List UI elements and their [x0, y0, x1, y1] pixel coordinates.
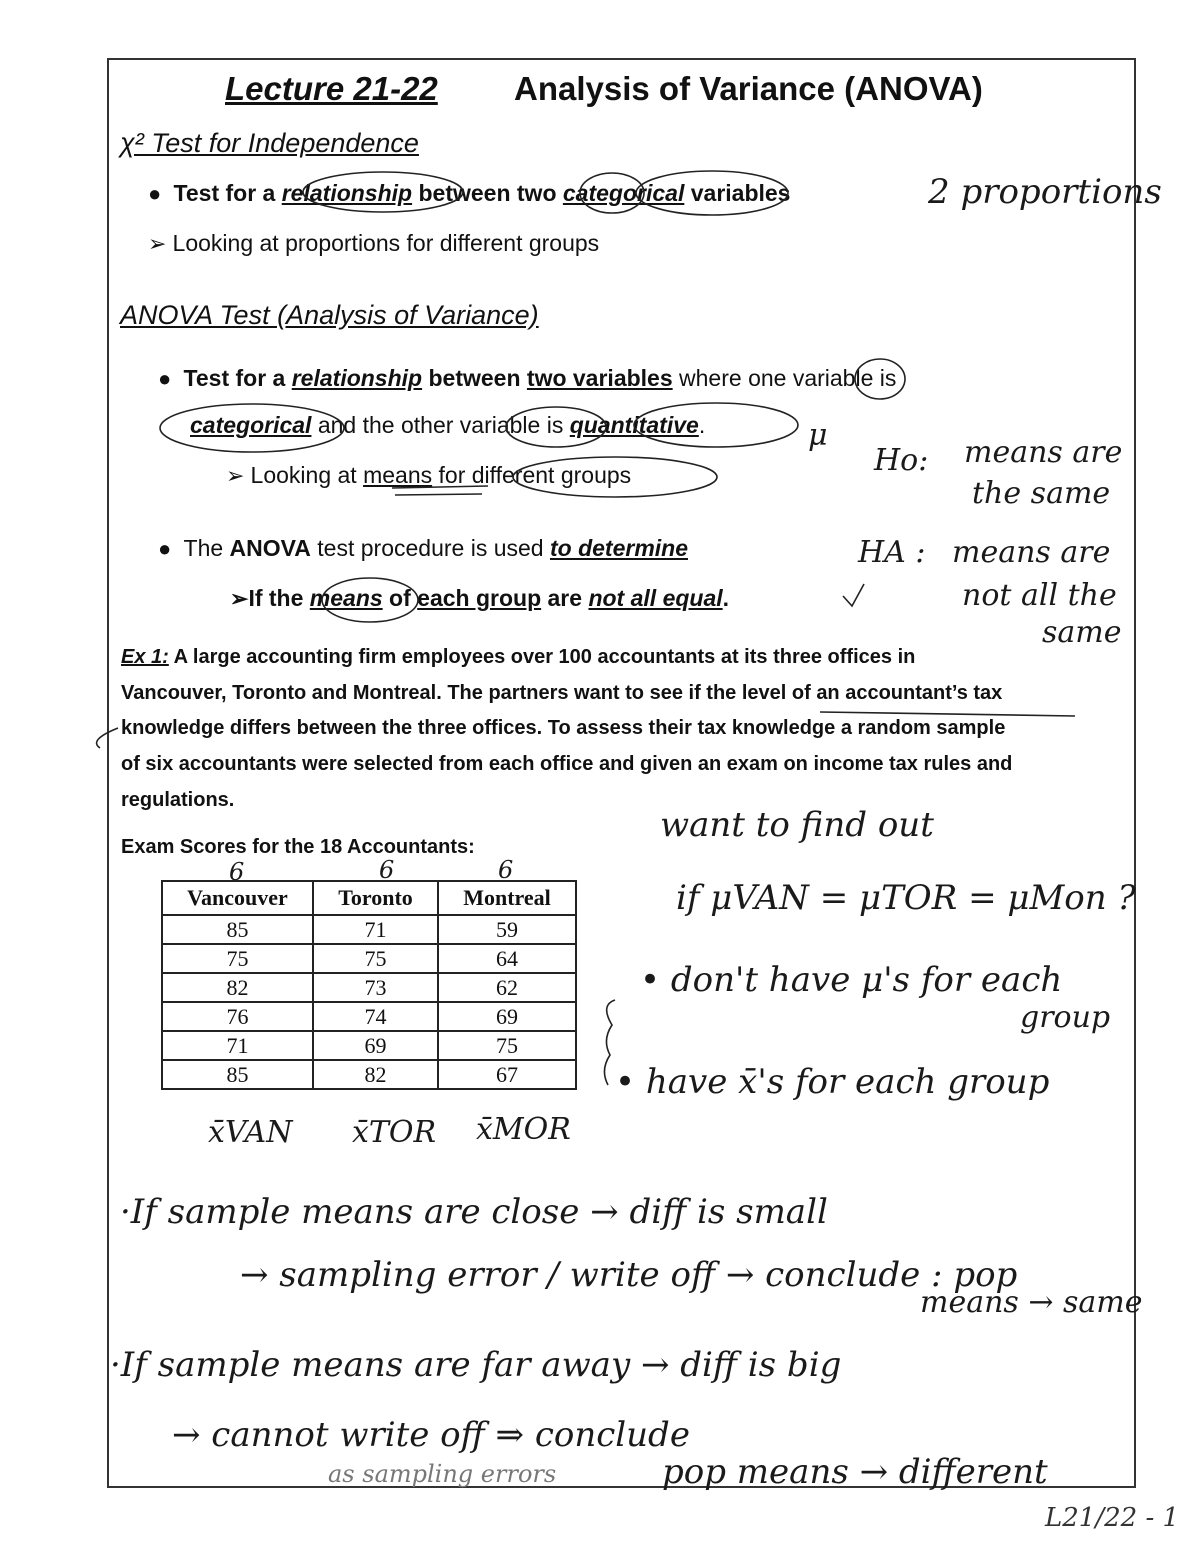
anova-bullet-1-line-1 — [158, 365, 896, 392]
chi-bullet-categorical: categorical — [562, 180, 685, 206]
chi-bullet-relationship: relationship — [281, 180, 413, 206]
hand-want-2: if μVAN = μTOR = μMon ? — [676, 878, 1136, 918]
chi-bullet-mid: between two — [412, 180, 563, 206]
anova-b1-a: Test for a — [183, 365, 292, 391]
bullet-dot: ● — [158, 536, 184, 561]
chi-bullet — [148, 180, 790, 207]
hand-want-1: want to find out — [660, 805, 934, 845]
table-cell: 82 — [162, 973, 313, 1002]
arrow-bullet-icon: ➢ — [148, 231, 173, 256]
arrow-bullet-icon: ➢ — [230, 586, 249, 611]
col-header-toronto: Toronto — [313, 881, 438, 915]
anova-sub1-means: means — [363, 462, 433, 488]
anova-sub-1 — [226, 462, 631, 489]
table-row — [162, 1031, 576, 1060]
hand-xbar-van: x̄VAN — [208, 1115, 293, 1150]
anova-b1-relationship: relationship — [291, 365, 423, 391]
anova-sub2-c: of — [382, 585, 418, 611]
table-cell: 67 — [438, 1060, 576, 1089]
anova-sub1-c: for different groups — [432, 462, 632, 488]
lecture-title: Lecture 21-22 — [225, 70, 438, 107]
hand-ha-text-1: means are — [952, 535, 1111, 570]
table-cell: 71 — [162, 1031, 313, 1060]
anova-b1-categorical: categorical — [190, 412, 312, 438]
col-header-vancouver: Vancouver — [162, 881, 313, 915]
example-line-2: Vancouver, Toronto and Montreal. The partners want to see if the level of an accountant’s tax — [121, 682, 1003, 704]
hand-if-1b: → sampling error / write off → conclude : pop — [240, 1255, 1018, 1295]
hand-if-2: ·If sample means are far away → diff is big — [110, 1345, 842, 1385]
table-cell: 69 — [313, 1031, 438, 1060]
arrow-bullet-icon: ➢ — [226, 463, 251, 488]
anova-sub2-period: . — [722, 585, 730, 611]
anova-b1-two-variables: two variables — [526, 365, 673, 391]
chi-sub-text: Looking at proportions for different groups — [172, 230, 600, 256]
table-cell: 85 — [162, 1060, 313, 1089]
anova-b2-c: test procedure is used — [310, 535, 550, 561]
table-cell: 75 — [438, 1031, 576, 1060]
table-caption: Exam Scores for the 18 Accountants: — [121, 836, 475, 858]
table-row — [162, 915, 576, 944]
table-cell: 73 — [313, 973, 438, 1002]
anova-b1-quantitative: quantitative — [569, 412, 699, 438]
table-cell: 69 — [438, 1002, 576, 1031]
table-cell: 74 — [313, 1002, 438, 1031]
table-cell: 75 — [162, 944, 313, 973]
hand-dont-1: • don't have μ's for each — [640, 960, 1063, 1000]
hand-if-2c: as sampling errors — [328, 1460, 557, 1488]
example-line-1 — [121, 646, 915, 669]
anova-sub2-e: are — [541, 585, 589, 611]
hand-if-2b: → cannot write off ⇒ conclude — [172, 1415, 690, 1455]
chi-heading: χ² Test for Independence — [120, 128, 419, 158]
example-line-4: of six accountants were selected from each office and given an exam on income tax rules and — [121, 753, 1013, 775]
hand-have: • have x̄'s for each group — [615, 1062, 1050, 1102]
table-cell: 64 — [438, 944, 576, 973]
table-row — [162, 1060, 576, 1089]
hand-if-2d: pop means → different — [662, 1452, 1048, 1492]
hand-xbar-tor: x̄TOR — [352, 1115, 437, 1150]
hand-proportions: 2 proportions — [928, 172, 1162, 212]
anova-b1-period: . — [698, 412, 706, 438]
anova-b2-a: The — [183, 535, 230, 561]
anova-heading: ANOVA Test (Analysis of Variance) — [120, 300, 539, 330]
example-label: Ex 1: — [121, 646, 169, 668]
anova-b1-other: and the other variable is — [311, 412, 570, 438]
hand-ha-text-2: not all the — [962, 578, 1117, 613]
anova-sub2-a: If the — [248, 585, 310, 611]
hand-ha-text-3: same — [1042, 615, 1122, 650]
hand-count-vancouver: 6 — [229, 858, 245, 886]
table-cell: 71 — [313, 915, 438, 944]
col-header-montreal: Montreal — [438, 881, 576, 915]
anova-bullet-1-line-2 — [190, 412, 705, 439]
anova-sub2-each-group: each group — [417, 585, 542, 611]
hand-h0-label: Ho: — [874, 443, 929, 478]
bullet-dot: ● — [148, 181, 174, 206]
table-row — [162, 973, 576, 1002]
table-cell: 85 — [162, 915, 313, 944]
table-cell: 76 — [162, 1002, 313, 1031]
hand-count-montreal: 6 — [498, 856, 514, 884]
example-line-3: knowledge differs between the three offices. To assess their tax knowledge a random sample — [121, 717, 1006, 739]
lecture-topic: Analysis of Variance (ANOVA) — [514, 70, 983, 107]
chi-bullet-post: variables — [684, 180, 791, 206]
hand-h0-text-1: means are — [964, 435, 1123, 470]
hand-xbar-mor: x̄MOR — [476, 1112, 571, 1147]
table-cell: 82 — [313, 1060, 438, 1089]
anova-sub-2 — [230, 585, 729, 612]
chi-bullet-pre: Test for a — [173, 180, 282, 206]
table-cell: 75 — [313, 944, 438, 973]
hand-ha-label: HA : — [858, 535, 926, 570]
bullet-dot: ● — [158, 366, 184, 391]
table-cell: 59 — [438, 915, 576, 944]
table-header-row — [162, 881, 576, 915]
hand-count-toronto: 6 — [379, 856, 395, 884]
chi-sub — [148, 230, 599, 257]
anova-sub2-means: means — [309, 585, 383, 611]
hand-mu: μ — [808, 418, 828, 453]
anova-b1-c: between — [422, 365, 527, 391]
anova-b1-e: where one variable is — [672, 365, 897, 391]
table-cell: 62 — [438, 973, 576, 1002]
hand-dont-2: group — [1020, 1000, 1111, 1035]
table-row — [162, 1002, 576, 1031]
example-text-1: A large accounting firm employees over 100 accountants at its three offices in — [168, 646, 916, 668]
anova-b2-anova: ANOVA — [229, 535, 311, 561]
hand-h0-text-2: the same — [972, 476, 1111, 511]
hand-if-1c: means → same — [920, 1285, 1143, 1320]
anova-sub1-a: Looking at — [250, 462, 364, 488]
table-row — [162, 944, 576, 973]
scores-table — [161, 880, 577, 1090]
anova-sub2-not-all-equal: not all equal — [588, 585, 723, 611]
page-number: L21/22 - 1 — [1045, 1503, 1180, 1533]
anova-b2-to-determine: to determine — [549, 535, 689, 561]
example-line-5: regulations. — [121, 789, 235, 811]
anova-bullet-2 — [158, 535, 688, 562]
hand-if-1: ·If sample means are close → diff is small — [120, 1192, 828, 1232]
